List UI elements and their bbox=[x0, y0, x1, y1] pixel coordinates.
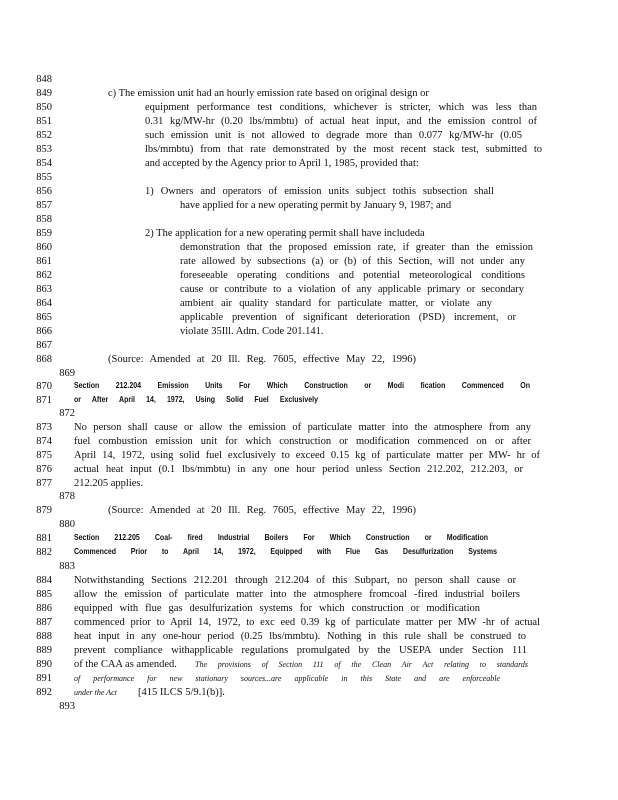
line-885 bbox=[0, 588, 618, 602]
line-883 bbox=[0, 560, 618, 574]
line-number: 848 bbox=[36, 74, 52, 85]
line-text: cause or contribute to a violation of any applicable primary or secondary bbox=[180, 284, 524, 295]
line-text: fuel combustion emission unit for which construction or modification commenced on or after bbox=[74, 436, 531, 447]
line-text: heat input in any one-hour period (0.25 lbs/mmbtu). Nothing in this rule shall be construed to bbox=[74, 631, 526, 642]
line-text: The provisions of Section 111 of the Clean Air Act relating to standards bbox=[195, 660, 528, 669]
line-text: No person shall cause or allow the emission of particulate matter into the atmosphere from any bbox=[74, 422, 531, 433]
line-text: equipped with flue gas desulfurization systems for which construction or modification bbox=[74, 603, 480, 614]
line-number: 875 bbox=[36, 450, 52, 461]
line-number: 852 bbox=[36, 130, 52, 141]
line-number: 874 bbox=[36, 436, 52, 447]
line-text: such emission unit is not allowed to degrade more than 0.077 kg/MW-hr (0.05 bbox=[145, 130, 522, 141]
line-text: c) The emission unit had an hourly emission rate based on original design or bbox=[108, 88, 429, 99]
line-text: ambient air quality standard for particulate matter, or violate any bbox=[180, 298, 492, 309]
line-872 bbox=[0, 407, 618, 421]
line-number: 887 bbox=[36, 617, 52, 628]
line-number: 884 bbox=[36, 575, 52, 586]
line-850 bbox=[0, 101, 618, 115]
line-852 bbox=[0, 129, 618, 143]
line-text: (Source: Amended at 20 Ill. Reg. 7605, effective May 22, 1996) bbox=[108, 505, 416, 516]
line-868 bbox=[0, 353, 618, 367]
line-893 bbox=[0, 700, 618, 714]
line-number: 876 bbox=[36, 464, 52, 475]
line-number: 867 bbox=[36, 340, 52, 351]
line-text: and accepted by the Agency prior to April 1, 1985, provided that: bbox=[145, 158, 419, 169]
line-866 bbox=[0, 325, 618, 339]
line-number: 854 bbox=[36, 158, 52, 169]
line-text: 1) Owners and operators of emission units subject tothis subsection shall bbox=[145, 186, 494, 197]
line-number: 856 bbox=[36, 186, 52, 197]
line-880 bbox=[0, 518, 618, 532]
line-number: 872 bbox=[59, 408, 75, 419]
line-number: 857 bbox=[36, 200, 52, 211]
line-number: 862 bbox=[36, 270, 52, 281]
line-text: of the CAA as amended. bbox=[74, 659, 177, 670]
line-887 bbox=[0, 616, 618, 630]
line-number: 864 bbox=[36, 298, 52, 309]
line-884 bbox=[0, 574, 618, 588]
line-886 bbox=[0, 602, 618, 616]
line-number: 865 bbox=[36, 312, 52, 323]
line-848 bbox=[0, 73, 618, 87]
line-853 bbox=[0, 143, 618, 157]
line-text: lbs/mmbtu) from that rate demonstrated by the most recent stack test, submitted to bbox=[145, 144, 542, 155]
line-890b bbox=[0, 658, 618, 672]
line-number: 873 bbox=[36, 422, 52, 433]
line-number: 855 bbox=[36, 172, 52, 183]
line-text: foreseeable operating conditions and potential meteorological conditions bbox=[180, 270, 525, 281]
line-855 bbox=[0, 171, 618, 185]
line-number: 889 bbox=[36, 645, 52, 656]
line-877 bbox=[0, 477, 618, 491]
line-864 bbox=[0, 297, 618, 311]
line-number: 892 bbox=[36, 687, 52, 698]
line-number: 885 bbox=[36, 589, 52, 600]
line-891 bbox=[0, 672, 618, 686]
line-number: 888 bbox=[36, 631, 52, 642]
line-number: 858 bbox=[36, 214, 52, 225]
line-859 bbox=[0, 227, 618, 241]
line-text: of performance for new stationary sources...are applicable in this State and are enforceable bbox=[74, 674, 500, 683]
line-870 bbox=[0, 380, 618, 394]
line-number: 881 bbox=[36, 533, 52, 544]
line-889 bbox=[0, 644, 618, 658]
line-865 bbox=[0, 311, 618, 325]
line-text: April 14, 1972, using solid fuel exclusively to exceed 0.15 kg of particulate matter per MW- hr of bbox=[74, 450, 540, 461]
line-text: commenced prior to April 14, 1972, to exc eed 0.39 kg of particulate matter per MW -hr of actual bbox=[74, 617, 540, 628]
line-number: 890 bbox=[36, 659, 52, 670]
line-number: 868 bbox=[36, 354, 52, 365]
line-text: Notwithstanding Sections 212.201 through 212.204 of this Subpart, no person shall cause or bbox=[74, 575, 516, 586]
line-text: have applied for a new operating permit by January 9, 1987; and bbox=[180, 200, 452, 211]
line-863 bbox=[0, 283, 618, 297]
section-heading: Commenced Prior to April 14, 1972, Equipped with Flue Gas Desulfurization Systems bbox=[74, 548, 497, 557]
line-number: 861 bbox=[36, 256, 52, 267]
line-874 bbox=[0, 435, 618, 449]
line-number: 893 bbox=[59, 701, 75, 712]
line-number: 849 bbox=[36, 88, 52, 99]
line-text: 212.205 applies. bbox=[74, 478, 144, 489]
line-text: demonstration that the proposed emission rate, if greater than the emission bbox=[180, 242, 533, 253]
line-871 bbox=[0, 394, 618, 408]
line-892b bbox=[0, 686, 618, 700]
line-861 bbox=[0, 255, 618, 269]
line-text: prevent compliance withapplicable regulations promulgated by the USEPA under Section 111 bbox=[74, 645, 527, 656]
section-heading: or After April 14, 1972, Using Solid Fuel Exclusively bbox=[74, 396, 318, 405]
line-number: 877 bbox=[36, 478, 52, 489]
line-text: (Source: Amended at 20 Ill. Reg. 7605, effective May 22, 1996) bbox=[108, 354, 416, 365]
line-text: under the Act bbox=[74, 688, 117, 697]
line-text: rate allowed by subsections (a) or (b) of this Section, will not under any bbox=[180, 256, 525, 267]
line-882 bbox=[0, 546, 618, 560]
line-860 bbox=[0, 241, 618, 255]
line-854 bbox=[0, 157, 618, 171]
line-878 bbox=[0, 490, 618, 504]
line-text: equipment performance test conditions, whichever is stricter, which was less than bbox=[145, 102, 537, 113]
line-number: 850 bbox=[36, 102, 52, 113]
line-873 bbox=[0, 421, 618, 435]
line-text: allow the emission of particulate matter into the atmosphere fromcoal -fired industrial boilers bbox=[74, 589, 520, 600]
line-856 bbox=[0, 185, 618, 199]
line-849 bbox=[0, 87, 618, 101]
line-876 bbox=[0, 463, 618, 477]
line-text: violate 35Ill. Adm. Code 201.141. bbox=[180, 326, 324, 337]
line-number: 859 bbox=[36, 228, 52, 239]
line-number: 851 bbox=[36, 116, 52, 127]
line-867 bbox=[0, 339, 618, 353]
section-heading: Section 212.204 Emission Units For Which Construction or Modi fication Commenced On bbox=[74, 382, 530, 391]
line-number: 860 bbox=[36, 242, 52, 253]
line-text: [415 ILCS 5/9.1(b)]. bbox=[138, 687, 225, 698]
line-881 bbox=[0, 532, 618, 546]
line-number: 863 bbox=[36, 284, 52, 295]
line-851 bbox=[0, 115, 618, 129]
line-number: 866 bbox=[36, 326, 52, 337]
line-text: 0.31 kg/MW-hr (0.20 lbs/mmbtu) of actual heat input, and the emission control of bbox=[145, 116, 537, 127]
line-number: 879 bbox=[36, 505, 52, 516]
line-857 bbox=[0, 199, 618, 213]
line-number: 853 bbox=[36, 144, 52, 155]
line-875 bbox=[0, 449, 618, 463]
line-number: 869 bbox=[59, 368, 75, 379]
line-text: 2) The application for a new operating permit shall have includeda bbox=[145, 228, 425, 239]
line-number: 882 bbox=[36, 547, 52, 558]
line-862 bbox=[0, 269, 618, 283]
line-number: 886 bbox=[36, 603, 52, 614]
line-number: 880 bbox=[59, 519, 75, 530]
line-number: 883 bbox=[59, 561, 75, 572]
line-888 bbox=[0, 630, 618, 644]
line-text: actual heat input (0.1 lbs/mmbtu) in any one hour period unless Section 212.202, 212.203, or bbox=[74, 464, 523, 475]
section-heading: Section 212.205 Coal- fired Industrial Boilers For Which Construction or Modification bbox=[74, 534, 488, 543]
line-number: 870 bbox=[36, 381, 52, 392]
line-879 bbox=[0, 504, 618, 518]
line-number: 878 bbox=[59, 491, 75, 502]
line-text: applicable prevention of significant deterioration (PSD) increment, or bbox=[180, 312, 516, 323]
line-858 bbox=[0, 213, 618, 227]
line-number: 871 bbox=[36, 395, 52, 406]
line-number: 891 bbox=[36, 673, 52, 684]
